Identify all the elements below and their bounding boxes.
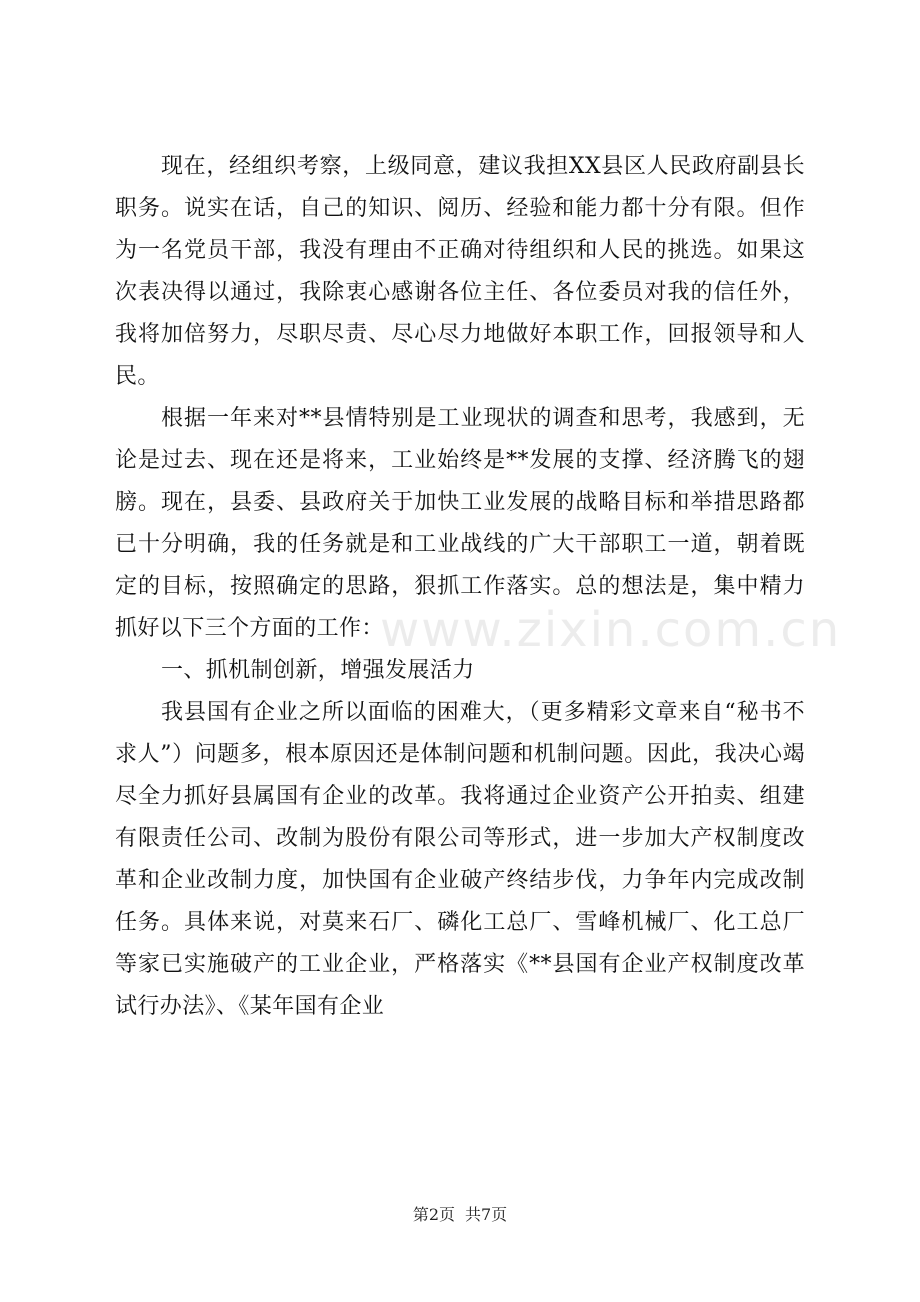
page-footer [0, 1202, 920, 1225]
section-heading-1: 一、抓机制创新，增强发展活力 [161, 658, 475, 683]
paragraph-1: 现在，经组织考察，上级同意，建议我担XX县区人民政府副县长职务。说实在话，自己的知识、阅历、经验和能力都十分有限。但作为一名党员干部，我没有理由不正确对待组织和人民的挑选。如果这次表决得以通过，我除衷心感谢各位主任、各位委员对我的信任外，我将加倍努力，尽职尽责、尽心尽力地做好本职工作，回报领导和人民。 [115, 154, 805, 389]
paragraph-3: 我县国有企业之所以面临的困难大，（更多精彩文章来自“秘书不求人”）问题多，根本原因还是体制问题和机制问题。因此，我决心竭尽全力抓好县属国有企业的改革。我将通过企业资产公开拍卖、组建有限责任公司、改制为股份有限公司等形式，进一步加大产权制度改革和企业改制力度，加快国有企业破产终结步伐，力争年内完成改制任务。具体来说，对莫来石厂、磷化工总厂、雪峰机械厂、化工总厂等家已实施破产的工业企业，严格落实《**县国有企业产权制度改革试行办法》、《某年国有企业 [115, 700, 805, 1019]
paragraph-2: 根据一年来对**县情特别是工业现状的调查和思考，我感到，无论是过去、现在还是将来，工业始终是**发展的支撑、经济腾飞的翅膀。现在，县委、县政府关于加快工业发展的战略目标和举措思路都已十分明确，我的任务就是和工业战线的广大干部职工一道，朝着既定的目标，按照确定的思路，狠抓工作落实。总的想法是，集中精力抓好以下三个方面的工作： [115, 406, 805, 641]
page-number-current: 第2页 [412, 1205, 455, 1224]
watermark: www.zixin.com.cn [380, 602, 842, 658]
page-number-total: 共7页 [465, 1205, 508, 1224]
document-body [115, 146, 805, 1028]
